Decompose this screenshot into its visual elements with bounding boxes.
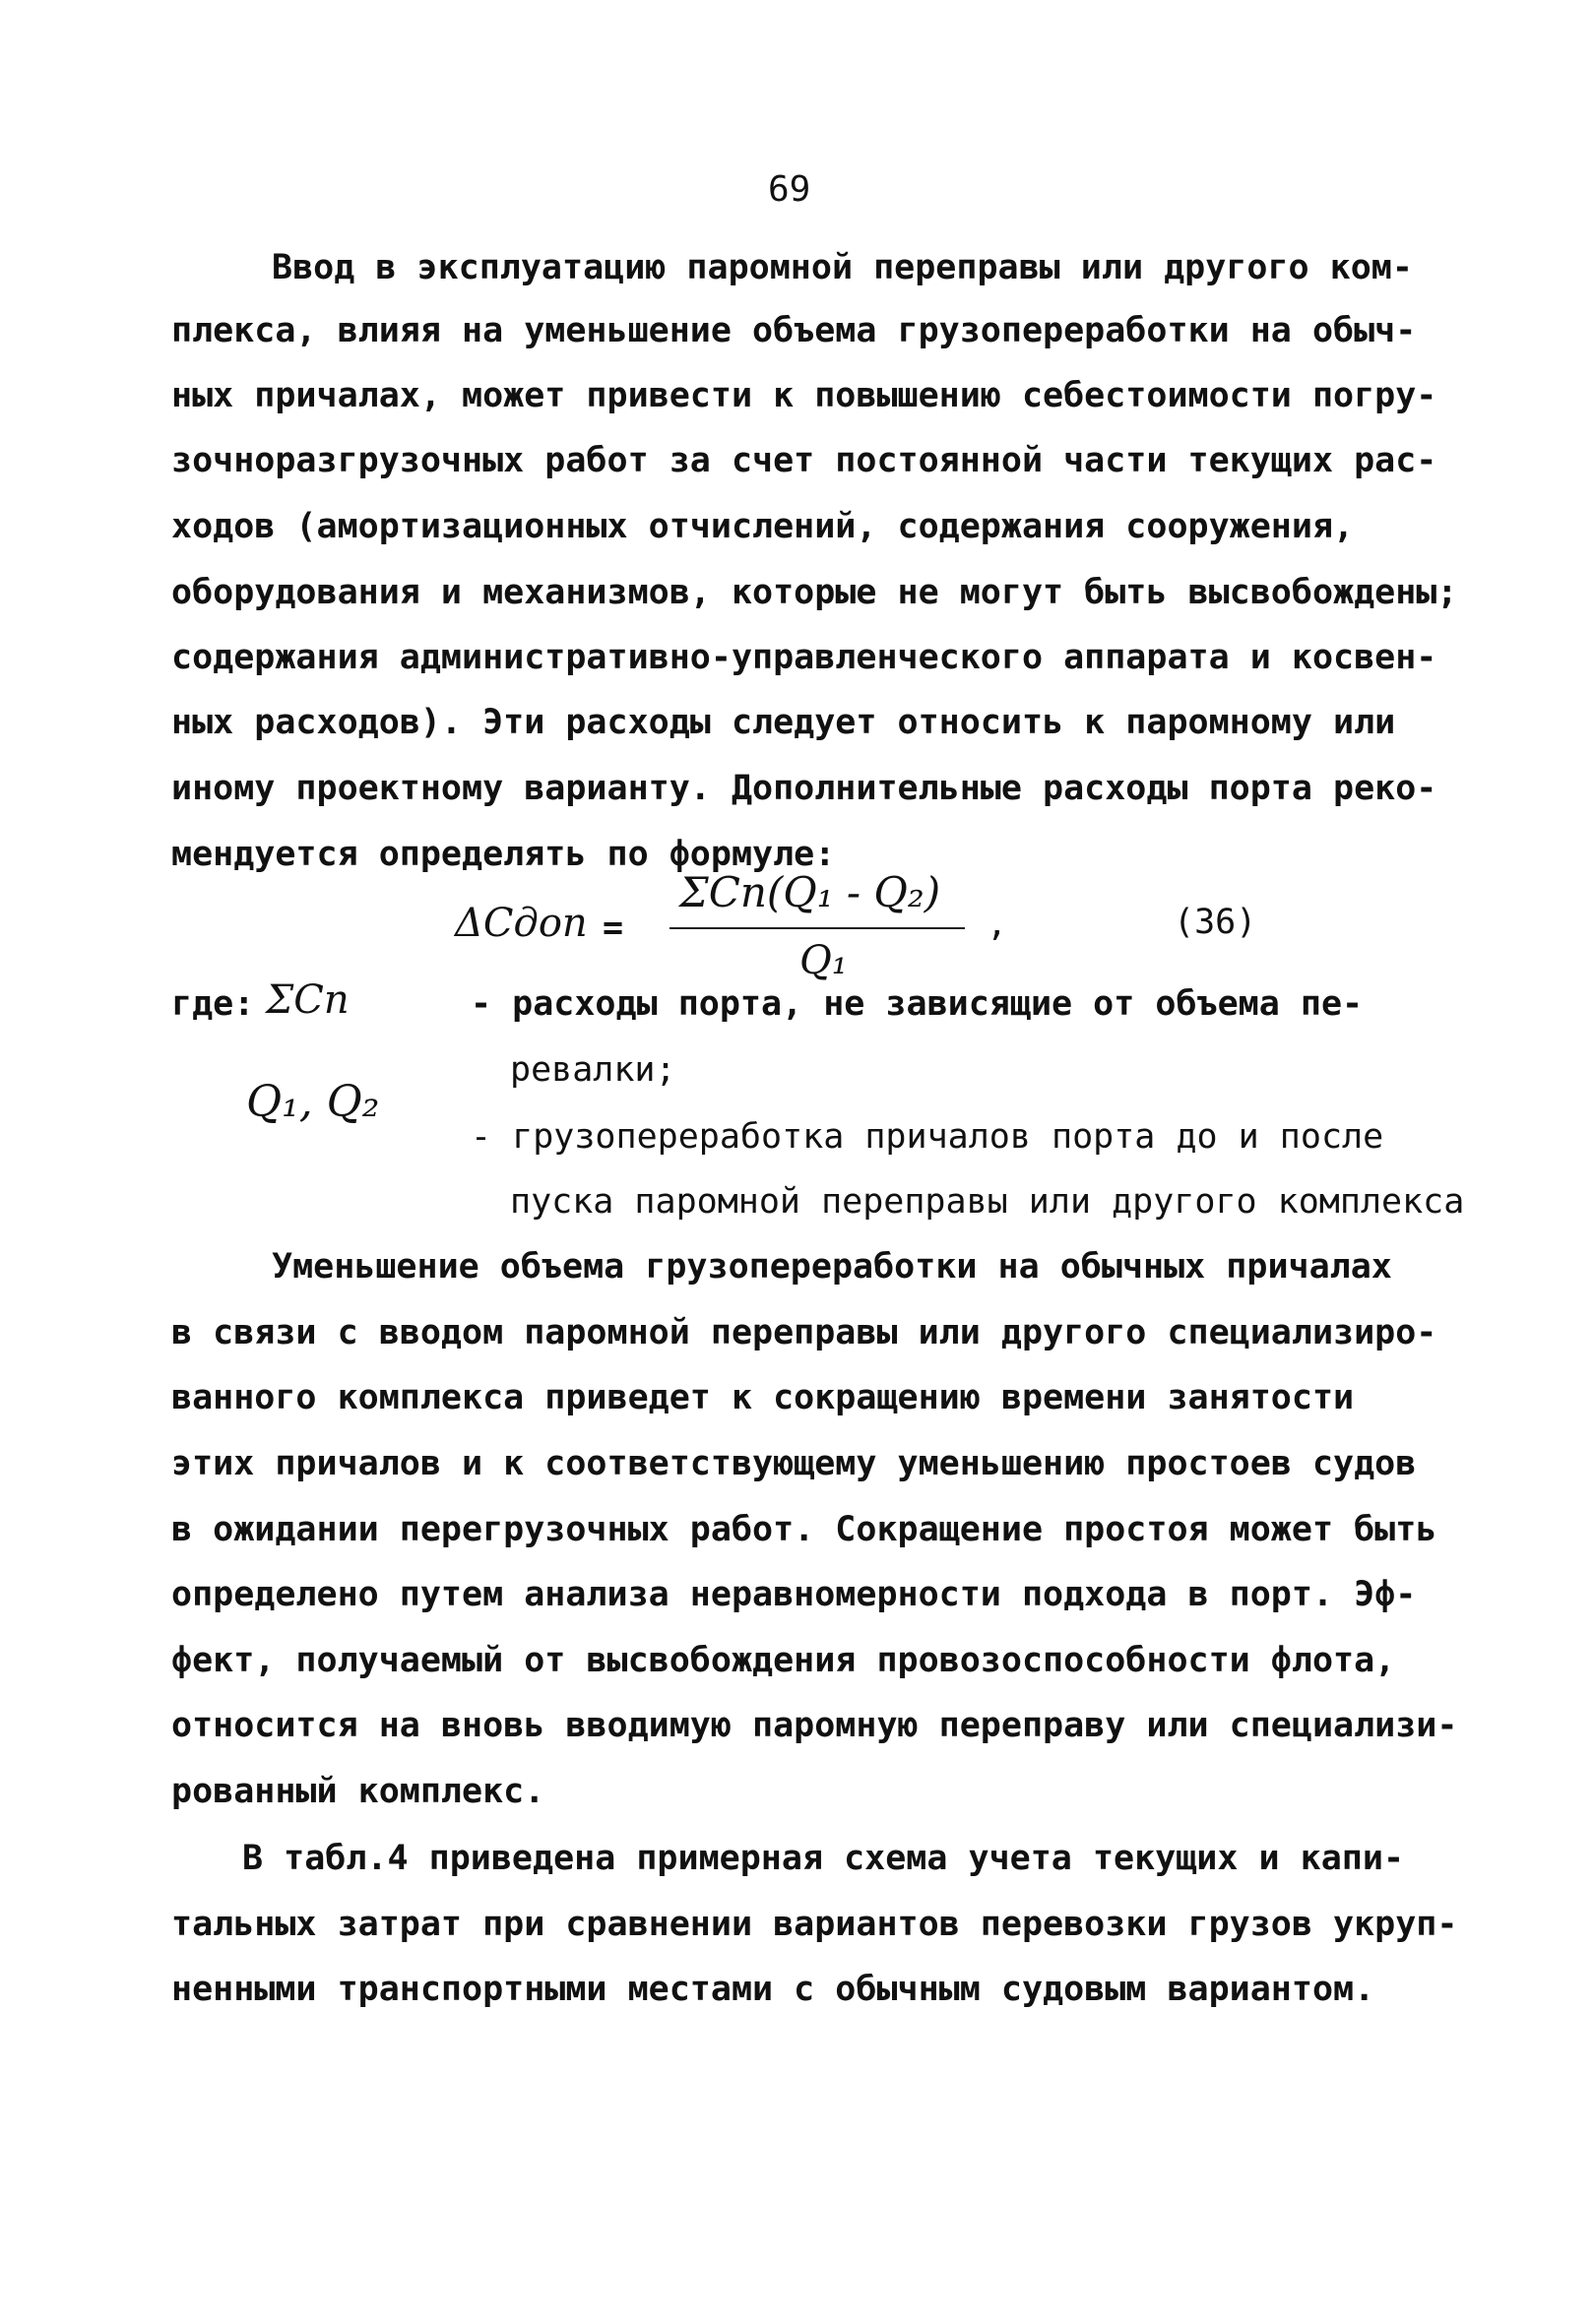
text-line: содержания административно-управленческого аппарата и косвен- bbox=[171, 638, 1437, 677]
text-line: оборудования и механизмов, которые не могут быть высвобождены; bbox=[171, 573, 1458, 612]
fraction-bar bbox=[669, 927, 965, 929]
text-line: этих причалов и к соответствующему уменьшению простоев судов bbox=[171, 1444, 1417, 1483]
text-line: зочноразгрузочных работ за счет постоянной части текущих рас- bbox=[171, 441, 1437, 480]
where-label: где: bbox=[171, 984, 255, 1024]
text-line: тальных затрат при сравнении вариантов перевозки грузов укруп- bbox=[171, 1905, 1458, 1944]
text-line: В табл.4 приведена примерная схема учета текущих и капи- bbox=[242, 1839, 1405, 1878]
def2-text: пуска паромной переправы или другого комплекса bbox=[510, 1182, 1465, 1222]
text-line: мендуется определять по формуле: bbox=[171, 835, 836, 874]
formula-number: (36) bbox=[1174, 903, 1257, 942]
text-line: в ожидании перегрузочных работ. Сокращение простоя может быть bbox=[171, 1510, 1437, 1549]
def1-text: - расходы порта, не зависящие от объема пе- bbox=[471, 984, 1364, 1024]
text-line: иному проектному варианту. Дополнительные расходы порта реко- bbox=[171, 769, 1437, 808]
text-line: Ввод в эксплуатацию паромной переправы или другого ком- bbox=[272, 248, 1413, 287]
text-line: ных причалах, может привести к повышению себестоимости погру- bbox=[171, 376, 1437, 415]
text-line: Уменьшение объема грузопереработки на обычных причалах bbox=[272, 1247, 1392, 1287]
def2-symbol: Q₁, Q₂ bbox=[246, 1077, 380, 1127]
text-line: ненными транспортными местами с обычным судовым вариантом. bbox=[171, 1970, 1375, 2009]
def2-text: - грузопереработка причалов порта до и после bbox=[471, 1117, 1384, 1157]
text-line: фект, получаемый от высвобождения провозоспособности флота, bbox=[171, 1641, 1396, 1680]
formula-trailing: , bbox=[987, 905, 1008, 944]
text-line: определено путем анализа неравномерности подхода в порт. Эф- bbox=[171, 1575, 1417, 1614]
page-number: 69 bbox=[768, 169, 811, 210]
text-line: в связи с вводом паромной переправы или другого специализиро- bbox=[171, 1313, 1437, 1352]
def1-text: ревалки; bbox=[510, 1050, 676, 1090]
formula-equals: = bbox=[603, 909, 624, 948]
text-line: относится на вновь вводимую паромную переправу или специализи- bbox=[171, 1706, 1458, 1745]
formula-numerator: ΣCп(Q₁ - Q₂) bbox=[679, 868, 941, 916]
text-line: ных расходов). Эти расходы следует относить к паромному или bbox=[171, 703, 1396, 742]
text-line: плекса, влияя на уменьшение объема грузопереработки на обыч- bbox=[171, 311, 1417, 350]
formula-lhs: ΔCдоп bbox=[455, 901, 588, 946]
def1-symbol: ΣCп bbox=[266, 977, 350, 1023]
formula-denominator: Q₁ bbox=[799, 938, 848, 983]
text-line: рованный комплекс. bbox=[171, 1772, 545, 1811]
text-line: ходов (амортизационных отчислений, содержания сооружения, bbox=[171, 507, 1355, 546]
text-line: ванного комплекса приведет к сокращению времени занятости bbox=[171, 1378, 1355, 1417]
